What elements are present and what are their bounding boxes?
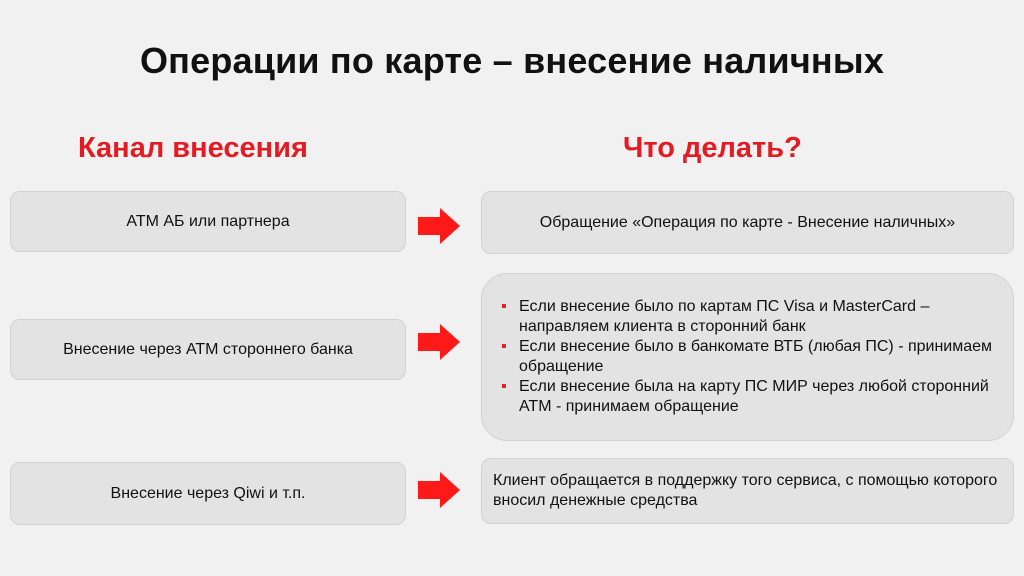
conditions-list (497, 297, 994, 417)
arrow-right-icon (416, 470, 462, 510)
condition-text: Если внесение было по картам ПС Visa и MasterCard – направляем клиента в сторонний банк (519, 298, 930, 335)
list-item (497, 377, 994, 417)
channel-label: Внесение через Qiwi и т.п. (110, 484, 306, 502)
action-text: Обращение «Операция по карте - Внесение наличных» (539, 213, 956, 231)
bullet-icon: ▪ (501, 298, 507, 315)
channel-label: АТМ АБ или партнера (126, 212, 290, 230)
action-text: Клиент обращается в поддержку того сервиса, с помощью которого вносил денежные средства (493, 472, 998, 509)
bullet-icon: ▪ (501, 378, 507, 395)
action-box-conditions (481, 273, 1014, 441)
slide-title: Операции по карте – внесение наличных (139, 40, 885, 81)
arrow-right-icon (416, 206, 462, 246)
column-header-action: Что делать? (623, 132, 802, 164)
channel-box-atm-partner (10, 191, 406, 252)
action-box-service-support (481, 458, 1014, 524)
list-item (497, 297, 994, 337)
channel-label: Внесение через АТМ стороннего банка (63, 340, 353, 358)
bullet-icon: ▪ (501, 338, 507, 355)
arrow-right-icon (416, 322, 462, 362)
action-box-create-request (481, 191, 1014, 254)
channel-box-qiwi (10, 462, 406, 525)
condition-text: Если внесение была на карту ПС МИР через любой сторонний АТМ - принимаем обращение (519, 378, 989, 415)
list-item (497, 337, 994, 377)
column-header-channel: Канал внесения (78, 132, 308, 164)
condition-text: Если внесение было в банкомате ВТБ (любая ПС) - принимаем обращение (519, 338, 993, 375)
channel-box-third-party-atm (10, 319, 406, 380)
